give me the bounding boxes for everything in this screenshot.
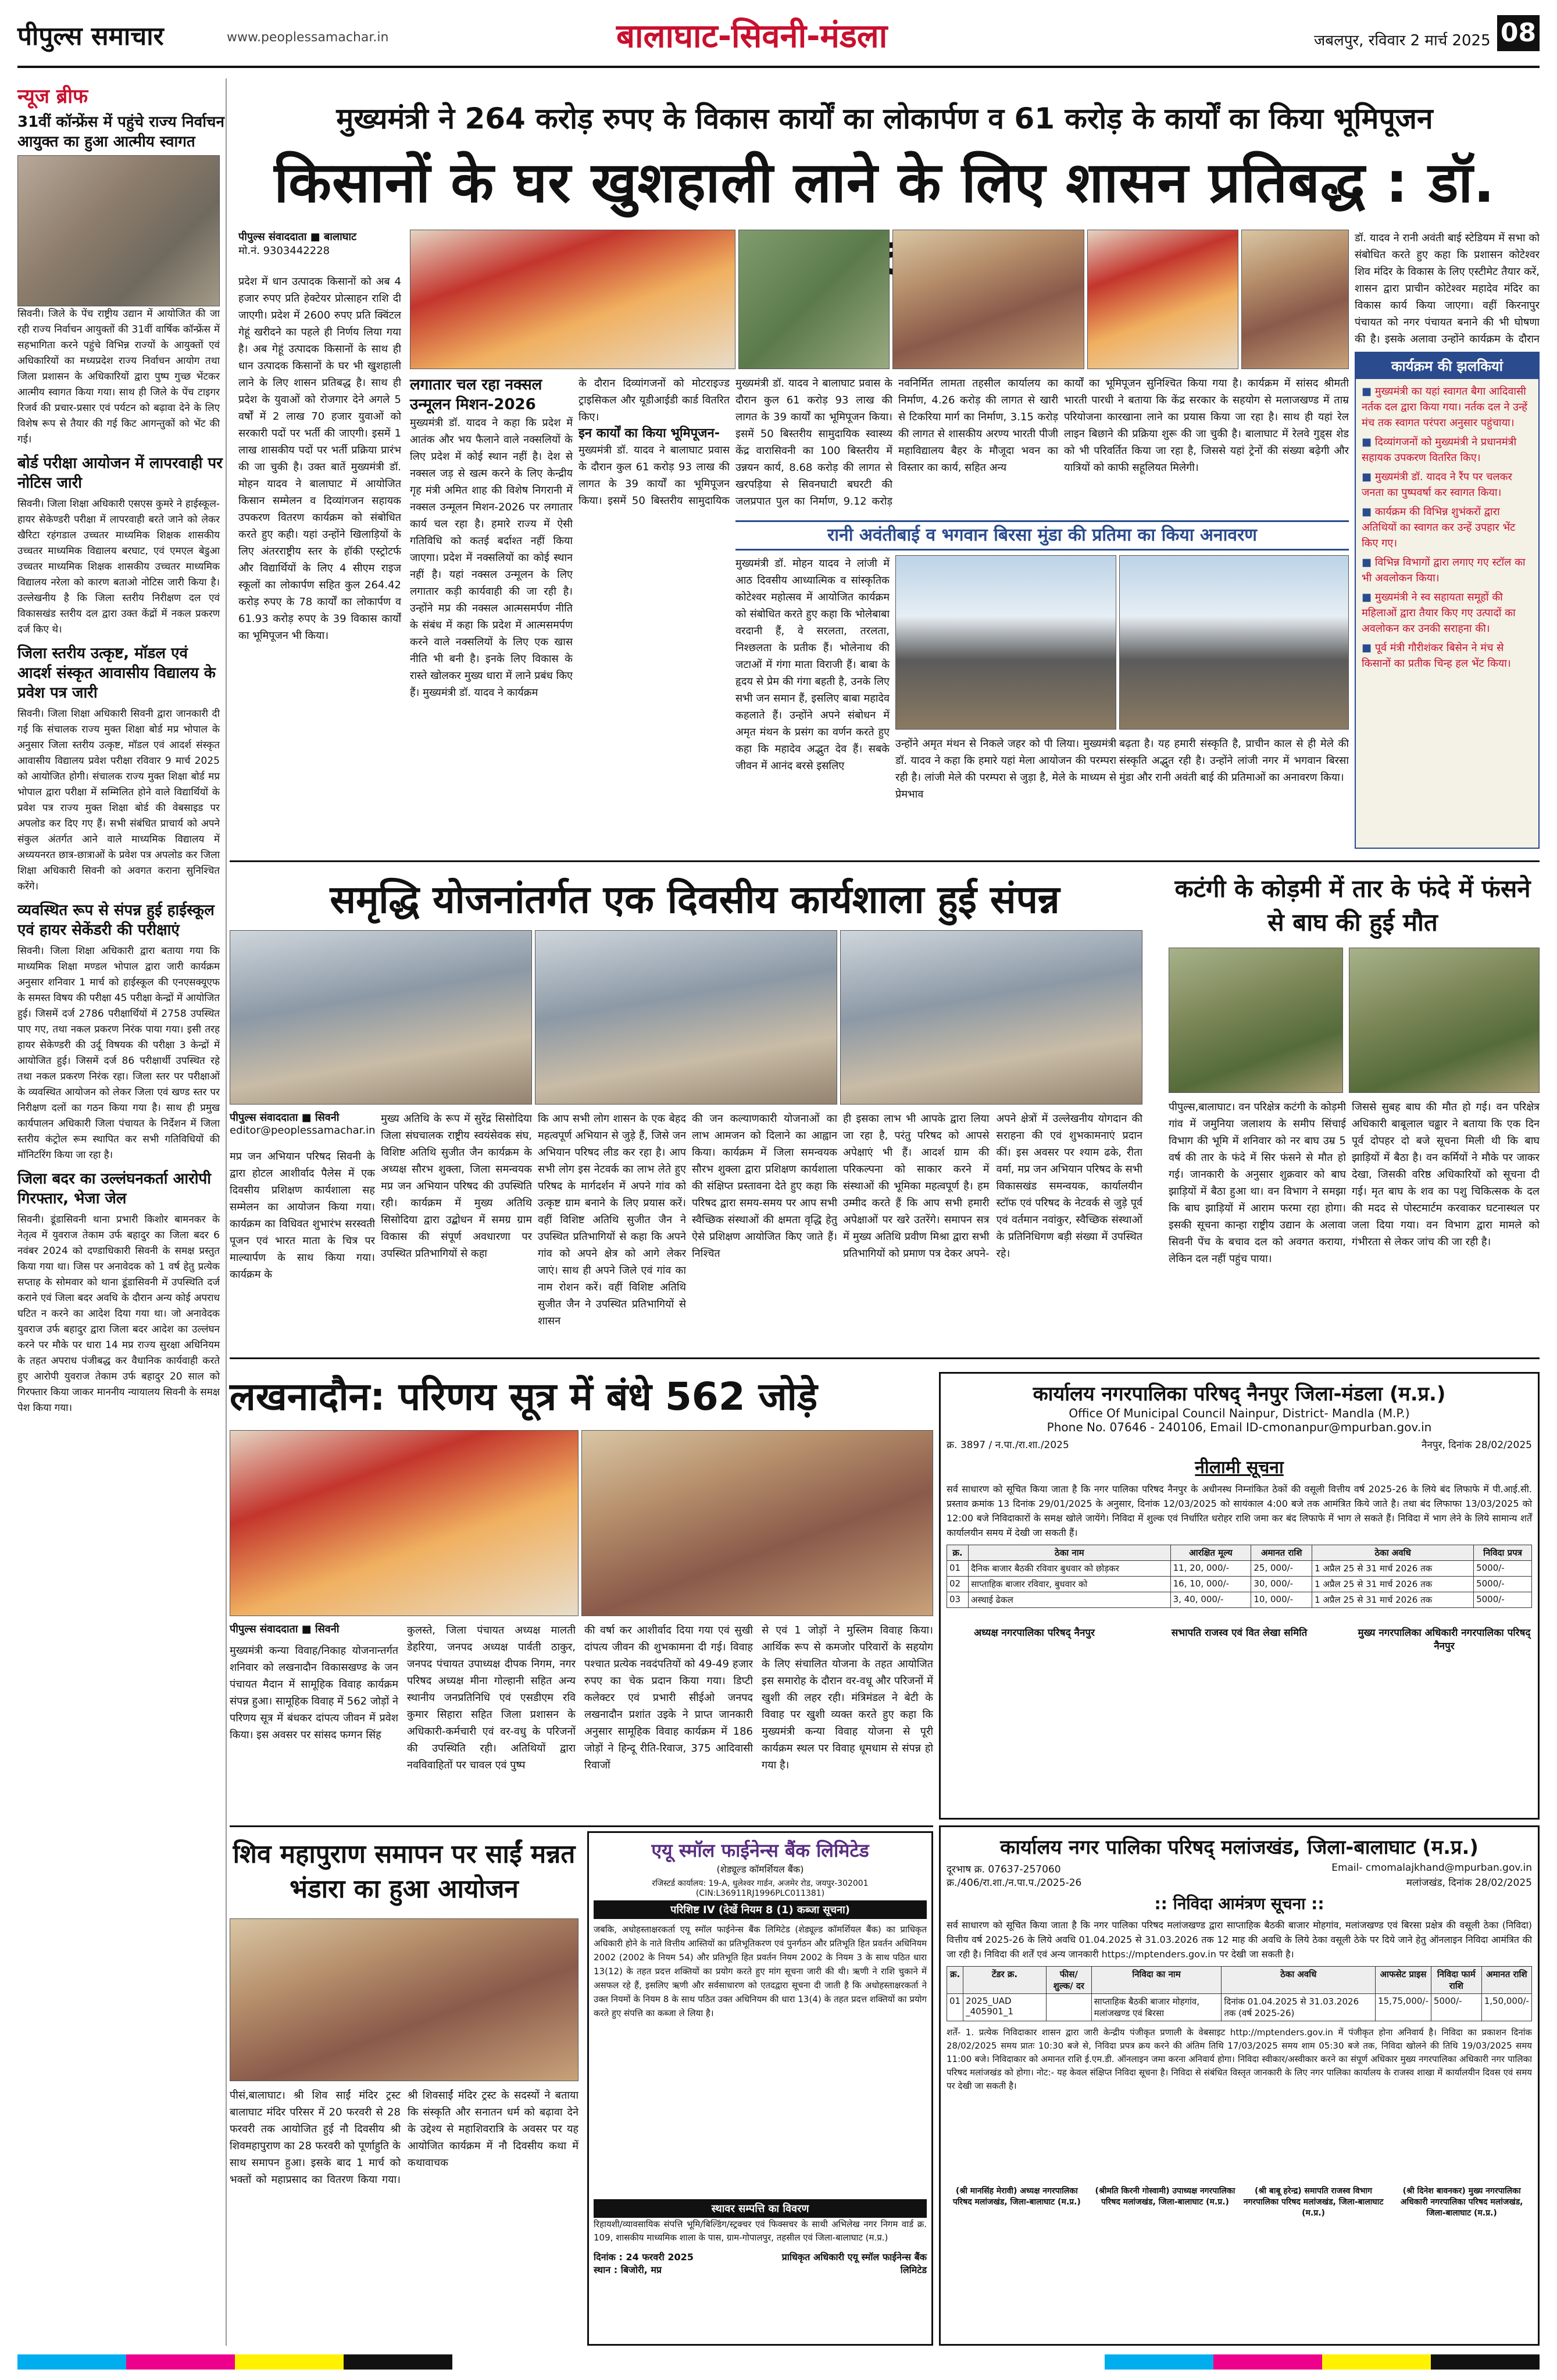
nainpur-th: ठेका अवधि [1312, 1545, 1474, 1561]
brief-body: सिवनी। जिला शिक्षा अधिकारी सिवनी द्वारा जानकारी दी गई कि संचालक राज्य मुक्त शिक्षा बोर्ड मप्र भोपाल के अनुसार जिला स्तरीय उत्कृष्ट, मॉडल एवं आदर्श संस्कृत आवासीय विद्यालय प्रवेश परीक्षा रविवार 9 मार्च 2025 को आयोजित होगी। संचालक राज्य मुक्त शिक्षा बोर्ड मप्र भोपाल द्वारा परीक्षा में सम्मिलित होने वाले विद्यार्थियों के प्रवेश पत्र राज्य मुक्त शिक्षा बोर्ड की वेबसाइड पर अपलोड कर दिए गए हैं। सभी संबंधित प्राचार्य को अपने संकुल अंतर्गत आने वाले माध्यमिक विद्यालय में अध्ययनरत छात्र-छात्राओं के प्रवेश पत्र अपलोड कर जिला शिक्षा अधिकारी सिवनी को अवगत कराना सुनिश्चित करेंगे। [17, 708, 220, 892]
malajkhand-signature: (श्रीमति किरनी गोस्वामी) उपाध्यक्ष नगरपालिका परिषद मलांजखंड, जिला-बालाघाट (म.प्र.) [1095, 2186, 1235, 2207]
newspaper-logo: पीपुल्स समाचार [17, 22, 164, 51]
nainpur-signatures [947, 1625, 1532, 1652]
lead-col-3-subhead: इन कार्यों का किया भूमिपूजन- [578, 426, 720, 441]
statue-headline: रानी अवंतीबाई व भगवान बिरसा मुंडा की प्रतिमा का किया अनावरण [735, 520, 1349, 551]
news-brief-label: न्यूज ब्रीफ [17, 85, 88, 108]
lead-col-2-subhead: लगातार चल रहा नक्सल उन्मूलन मिशन-2026 [410, 376, 542, 413]
lead-headline: किसानों के घर खुशहाली लाने के लिए शासन प्रतिबद्ध : डॉ. [274, 150, 1495, 215]
workshop-headline: समृद्धि योजनांतर्गत एक दिवसीय कार्यशाला हुई संपन्न [330, 877, 1060, 922]
au-bank-notice-head: परिशिष्ट IV (देखें नियम 8 (1) कब्जा सूचना) [594, 1900, 927, 1919]
nainpur-signature: सभापति राजस्व एवं वित लेखा समिति [1171, 1627, 1308, 1639]
wedding-photo-2 [581, 1430, 933, 1616]
table-cell: 03 [947, 1592, 969, 1608]
nainpur-ref: क्र. 3897 / न.पा./रा.शा./2025 [947, 1439, 1069, 1451]
malajkhand-th: ठेका अवधि [1222, 1967, 1376, 1994]
malajkhand-notice-title: :: निविदा आमंत्रण सूचना :: [1154, 1894, 1324, 1913]
malajkhand-signatures [947, 2185, 1532, 2218]
table-cell: 16, 10, 000/- [1170, 1577, 1251, 1592]
au-bank-sign: प्राधिकृत अधिकारी एयू स्मॉल फाईनेन्स बैंक लिमिटेड [781, 2252, 927, 2275]
table-row [947, 1561, 1532, 1577]
table-cell: 10, 000/- [1251, 1592, 1312, 1608]
wedding-photo-1 [230, 1430, 578, 1616]
malajkhand-signature: (श्री दिनेश बावनकर) मुख्य नगरपालिका अधिकारी नगरपालिका परिषद मलांजखंड, जिला-बालाघाट (म.प्र.) [1400, 2186, 1523, 2218]
table-cell: साप्ताहिक बैठकी बाजार मोहगांव, मलांजखण्ड एवं बिरसा [1091, 1994, 1222, 2021]
au-bank-subtitle: (शेड्यूल्ड कॉमर्शियल बैंक) [716, 1864, 804, 1875]
nainpur-th: क्र. [947, 1545, 969, 1561]
workshop-col-1: मप्र जन अभियान परिषद सिवनी के द्वारा होटल आशीर्वाद पैलेस में एक दिवसीय प्रशिक्षण कार्यशाला सह सम्मेलन का आयोजन किया गया। कार्यक्रम का विधिवत शुभारंभ सरस्वती पूजन एवं भारत माता के चित्र पर माल्यार्पण के साथ किया गया। कार्यक्रम के [230, 1150, 375, 1281]
malajkhand-th: निविदा का नाम [1091, 1967, 1222, 1994]
nainpur-th: आरक्षित मूल्य [1170, 1545, 1251, 1561]
nainpur-body: सर्व साधारण को सूचित किया जाता है कि नगर पालिका परिषद नैनपुर के अधीनस्थ निम्नांकित ठेकों की वसूली वित्तीय वर्ष 2025-26 के लिये बंद लिफाफे में पी.आई.सी. प्रस्ताव क्रमांक 13 दिनांक 29/01/2025 के अनुसार, दिनांक 12/03/2025 को सायंकाल 4:00 बजे तक आमंत्रित किये जाते है। तथा बंद लिफाफा 13/03/2025 को 12:00 बजे निविदाकारों के समक्ष खोले जायेंगे। निविदा में शुल्क एवं निर्धारित धरोहर राशि जमा कर बंद लिफाफे में भाग ले सकते हैं। निविदा में भाग लेने के लिये सामान्य शर्तें कार्यालयीन समय में देखी जा सकती हैं। [947, 1484, 1532, 1538]
workshop-col-3: कि आप सभी लोग शासन के एक बेहद महत्वपूर्ण अभियान से जुड़े हैं, जिसे जन अभियान परिषद लीड कर रहा है। आप सभी लोग इस नेटवर्क का लाभ लेते हुए परिषद के मार्गदर्शन में अपने गांव को उत्कृष्ट ग्राम बनाने के लिए प्रयास करें। वहीं विशिष्ट अतिथि सुजीत जैन ने उपस्थित प्रतिभागियों से कहा कि अपने गांव को अपने क्षेत्र को आगे लेकर जाएं। साथ ही अपने जिले एवं गांव का नाम रोशन करें। वहीं विशिष्ट अतिथि सुजीत जैन ने उपस्थित प्रतिभागियों से शासन [538, 1113, 686, 1327]
au-bank-body: जबकि, अधोहस्ताक्षरकर्ता एयू स्मॉल फाईनेन्स बैंक लिमिटेड (शेड्यूल्ड कॉमर्शियल बैंक) का प्राधिकृत अधिकारी होने के नाते वित्तीय आस्तियों का प्रतिभूतिकरण एवं पुनर्गठन और प्रतिभूति हित प्रवर्तन अधिनियम 2002 (2002 के नियम 54) और प्रतिभूति हित प्रवर्तन नियम 2002 के नियम 3 के साथ पठित धारा 13(12) के तहत प्रदत्त शक्तियों का प्रयोग करते हुए मांग सूचना जारी की थी। ऋणी ने राशि चुकाने में असफल रहे हैं, इसलिए ऋणी और सर्वसाधारण को एतदद्वारा सूचना दी जाती है कि अधोहस्ताक्षरकर्ता ने उक्त नियमों के नियम 8 के साथ पठित उक्त अधिनियम की धारा 13(4) के तहत प्रदत्त शक्तियों का प्रयोग करते हुए संपत्ति का कब्जा ले लिया है। [594, 1924, 927, 2018]
malajkhand-th: फीस/ शुल्क/ दर [1046, 1967, 1091, 1994]
website-url[interactable]: www.peoplessamachar.in [227, 30, 389, 45]
table-cell: 25, 000/- [1251, 1561, 1312, 1577]
lead-col-6: कार्यों का भूमिपूजन सुनिश्चित किया गया है। कार्यक्रम में सांसद श्रीमती भारती पारधी ने बताया कि केंद्र सरकार के सहयोग से मलाजखण्ड में ताम्र परियोजना कारखाना लाने का प्रयास किया जा रहा है। साथ ही यहां रेल लाइन बिछाने की प्रक्रिया शुरू की जा चुकी है। बालाघाट में रेलवे गुड्स शेड को भी परिवर्तित किया जा रहा है, जिससे यहां ट्रेनों की संख्या बढ़ेगी और यात्रियों को काफी सहूलियत मिलेगी। [1064, 377, 1349, 474]
lead-photo-2 [738, 230, 890, 369]
lead-photo-4 [1087, 230, 1238, 369]
news-brief-column [17, 78, 227, 2346]
lead-col-3-body: के दौरान दिव्यांगजनों को मोटराइज्ड ट्राइसिकल और यूडीआईडी कार्ड वितरित किए। [578, 377, 730, 423]
highlight-item: ■ मुख्यमंत्री ने स्व सहायता समूहों की महिलाओं द्वारा तैयार किए गए उत्पादों का अवलोकन कर उनकी सराहना की। [1362, 589, 1533, 637]
workshop-col-2: मुख्य अतिथि के रूप में सुरेंद्र सिसोदिया जिला संघचालक राष्ट्रीय स्वयंसेवक संघ, विशिष्ट अतिथि सुजीत जैन कार्यक्रम के अध्यक्ष सौरभ शुक्ला, जिला समन्वयक मप्र जन अभियान परिषद की उपस्थिति रही। कार्यक्रम में मुख्य अतिथि सिसोदिया द्वारा उद्बोधन में समग्र ग्राम विकास की संपूर्ण अवधारणा पर उपस्थित प्रतिभागियों से कहा [381, 1113, 532, 1260]
nainpur-english: Office Of Municipal Council Nainpur, District- Mandla (M.P.) [1069, 1406, 1410, 1420]
brief-title: बोर्ड परीक्षा आयोजन में लापरवाही पर नोटिस जारी [17, 455, 223, 492]
wedding-headline: लखनादौन: परिणय सूत्र में बंधे 562 जोड़े [230, 1374, 817, 1419]
brief-body: सिवनी। जिला शिक्षा अधिकारी एसएस कुमरे ने हाईस्कूल-हायर सेकेण्डरी परीक्षा में लापरवाही बरते जाने को लेकर खैरिटा रहंगडाल उच्चतर माध्यमिक शिक्षक शासकीय उच्चतर माध्यमिक विद्यालय बरघाट, एवं एमएल बेडुआ उच्चतर माध्यमिक शिक्षक शासकीय उच्चतर माध्यमिक विद्यालय नरेला को कारण बताओ नोटिस जारी किया है। उल्लेखनीय है कि जिला स्तरीय निरीक्षण दल एवं विकासखंड स्तरीय दल द्वारा उक्त केंद्रों में नकल प्रकरण दर्ज किए थे। [17, 498, 220, 635]
tiger-photo-1 [1169, 948, 1343, 1093]
table-cell: दिनांक 01.04.2025 से 31.03.2026 तक (वर्ष 2025-26) [1222, 1994, 1376, 2021]
highlight-item: ■ मुख्यमंत्री डॉ. यादव ने रैंप पर चलकर जनता का पुष्पवर्षा कर स्वागत किया। [1362, 469, 1533, 501]
statue-col-2: उन्होंने अमृत मंथन से निकले जहर को पी लिया। मुख्यमंत्री डॉ. यादव ने कहा कि हमारे यहां मेला आयोजन की परम्परा रही है। लांजी मेले की परम्परा से जुड़ा है, मेले के माध्यम से प्रेमभाव [895, 738, 1116, 801]
lead-col-right-body: डॉ. यादव ने रानी अवंती बाई स्टेडियम में सभा को संबोधित करते हुए कहा कि प्रशासन कोटेश्वर शिव मंदिर के विकास के लिए एस्टीमेट तैयार करें, शासन द्वारा प्राचीन कोटेश्वर महादेव मंदिर का विकास कार्य किया जाएगा। वहीं किरनापुर पंचायत को नगर पंचायत बनाने की भी घोषणा की है। इसके अलावा उन्होंने कार्यक्रम के दौरान [1355, 232, 1540, 345]
workshop-col-5: ही इसका लाभ भी आपके द्वारा लिया जा रहा है, परंतु परिषद को आपसे अपेक्षाएं भी हैं। आदर्श ग्राम की परिकल्पना को साकार करने में संस्थाओं की भूमिका महत्वपूर्ण है। हम उम्मीद करते हैं कि आप सभी हमारी अपेक्षाओं पर खरे उतरेंगे। समापन सत्र में मुख्य अतिथि प्रवीण मिश्रा द्वारा सभी प्रतिभागियों को प्रमाण पत्र देकर अपने-अपने क्षेत्रों में उल्लेखनीय योगदान की सराहना की एवं शुभकामनाएं प्रदान कीं। इस अवसर पर श्याम ढके, रीता वर्मा, मप्र जन अभियान परिषद के सभी विकासखंड समन्वयक, कार्यालयीन स्टॉफ एवं परिषद के नेटवर्क से जुड़े पूर्व एवं वर्तमान नवांकुर, स्वैच्छिक संस्थाओं के प्रतिनिधिगण बड़ी संख्या में उपस्थित रहे। [843, 1113, 1142, 1260]
highlights-title: कार्यक्रम की झलकियां [1356, 353, 1538, 379]
table-cell: 01 [947, 1994, 963, 2021]
au-bank-address: रजिस्टर्ड कार्यालय: 19-A, धुलेश्वर गार्डन, अजमेर रोड, जयपुर-302001 (CIN:L36911RJ1996PLC011381) [652, 1879, 869, 1898]
au-bank-date: दिनांक : 24 फरवरी 2025 [594, 2252, 694, 2263]
table-cell [1046, 1994, 1091, 2021]
nainpur-th: ठेका नाम [969, 1545, 1171, 1561]
table-cell: 15,75,000/- [1376, 1994, 1431, 2021]
table-cell: 11, 20, 000/- [1170, 1561, 1251, 1577]
malajkhand-date: मलांजखंड, दिनांक 28/02/2025 [1406, 1877, 1532, 1889]
malajkhand-ref: क्र./406/रा.शा./न.पा.प./2025-26 [947, 1877, 1082, 1889]
table-row [947, 1577, 1532, 1592]
malajkhand-phone: दूरभाष क्र. 07637-257060 [947, 1864, 1061, 1875]
brief-title: 31वीं कॉन्फ्रेंस में पहुंचे राज्य निर्वाचन आयुक्त का हुआ आत्मीय स्वागत [17, 113, 224, 151]
table-cell: 01 [947, 1561, 969, 1577]
table-cell: 2025_UAD _405901_1 [963, 1994, 1047, 2021]
lead-photo-3 [892, 230, 1084, 369]
section-divider [230, 1357, 1540, 1359]
table-cell: 1,50,000/- [1481, 1994, 1531, 2021]
brief-photo-conference [17, 155, 220, 306]
statue-photo-1 [895, 555, 1116, 730]
au-bank-notice [587, 1831, 933, 2346]
malajkhand-th: अमानत राशि [1481, 1967, 1531, 1994]
lead-kicker: मुख्यमंत्री ने 264 करोड़ रुपए के विकास कार्यों का लोकार्पण व 61 करोड़ के कार्यों का किया भूमिपूजन [336, 102, 1433, 135]
nainpur-signature: मुख्य नगरपालिका अधिकारी नगरपालिका परिषद् नैनपुर [1358, 1627, 1531, 1652]
table-cell: 1 अप्रैल 25 से 31 मार्च 2026 तक [1312, 1592, 1474, 1608]
wedding-col-4: से एवं 1 जोड़ों ने मुस्लिम विवाह किया। आर्थिक रूप से कमजोर परिवारों के सहयोग के लिए संचालित योजना के तहत आयोजित इस समारोह के दौरान वर-वधू और परिजनों में खुशी की लहर रही। मंत्रिमंडल ने बेटी के विवाह पर खुशी व्यक्त करते हुए कहा कि मुख्यमंत्री कन्या विवाह योजना से पूरी कार्यक्रम स्थल पर विवाह धूमधाम से संपन्न हो गया है। [762, 1624, 933, 1771]
malajkhand-ref-row [947, 1875, 1532, 1889]
workshop-col-4: की जन कल्याणकारी योजनाओं का लाभ आमजन को दिलाने का आह्वान किया। कार्यक्रम में जिला समन्वयक सौरभ शुक्ला द्वारा प्रशिक्षण कार्यशाला की संक्षिप्त प्रस्तावना देते हुए कहा कि परिषद द्वारा समय-समय पर आप सभी स्वैच्छिक संस्थाओं की क्षमता वृद्धि हेतु ऐसे प्रशिक्षण आयोजित किए जाते हैं। निश्चित [692, 1113, 837, 1260]
statue-col-3: बढ़ता है। यह हमारी संस्कृति है, प्राचीन काल से ही मेले की संस्कृति अद्भुत रही है। उन्होंने लांजी नगर में भगवान बिरसा मुंडा और रानी अवंती बाई की प्रतिमाओं का अनावरण किया। [1119, 738, 1349, 784]
nainpur-th: अमानत राशि [1251, 1545, 1312, 1561]
section-divider [230, 860, 1540, 862]
nainpur-ref-row [947, 1438, 1532, 1451]
table-cell: 5000/- [1474, 1561, 1532, 1577]
table-cell: 02 [947, 1577, 969, 1592]
lead-col-5: नवनिर्मित लामता तहसील कार्यालय का निर्माण, 4.26 करोड़ की लागत से खारी से टिकरिया मार्ग का निर्माण, 3.15 करोड़ की लागत से शासकीय अरण्य भारती पीजी महाविद्यालय बैहर के मौजूदा भवन का विस्तार का कार्य, सहित अन्य [898, 377, 1058, 474]
nainpur-th: निविदा प्रपत्र [1474, 1545, 1532, 1561]
table-cell: 30, 000/- [1251, 1577, 1312, 1592]
wedding-byline: पीपुल्स संवाददाता ■ सिवनी [230, 1623, 340, 1635]
brief-title: जिला स्तरीय उत्कृष्ट, मॉडल एवं आदर्श संस्कृत आवासीय विद्यालय के प्रवेश पत्र जारी [17, 645, 216, 702]
tiger-photo-2 [1349, 948, 1540, 1093]
nainpur-table [947, 1545, 1532, 1608]
workshop-byline: पीपुल्स संवाददाता ■ सिवनी [230, 1112, 340, 1124]
table-cell: 5000/- [1474, 1577, 1532, 1592]
wedding-col-2: कुलस्ते, जिला पंचायत अध्यक्ष मालती डेहरिया, जनपद अध्यक्ष पार्वती ठाकुर, जनपद पंचायत उपाध्यक्ष दीपक निगम, नगर परिषद अध्यक्ष मीना गोल्हानी सहित अन्य स्थानीय जनप्रतिनिधि एवं एसडीएम रवि कुमार सिहारा सहित जिला प्रशासन के अधिकारी-कर्मचारी एवं वर-वधु के परिजनों की उपस्थिति रही। अतिथियों द्वारा नवविवाहितों पर चावल एवं पुष्प [407, 1624, 576, 1771]
malajkhand-terms: शर्तें- 1. प्रत्येक निविदाकार शासन द्वारा जारी केन्द्रीय पंजीकृत प्रणाली के वेबसाइट http://mptenders.gov.in में पंजीकृत होना अनिवार्य है। निविदा का प्रकाशन दिनांक 28/02/2025 समय प्रातः 10:30 बजे से, निविदा प्रपत्र क्रय करने की अंतिम तिथि 17/03/2025 समय शाम 05:30 बजे तक, निविदा खोलने की तिथि 19/03/2025 समय 11:00 बजे। निविदाकार को अमानत राशि ई.एम.डी. ऑनलाइन जमा करना अनिवार्य होगा। निविदा स्वीकार/अस्वीकार करने का संपूर्ण अधिकार मुख्य नगरपालिका अधिकारी नगर पालिका परिषद मलांजखंड को होगा। नोट:- यह केवल संक्षिप्त निविदा सूचना है। निविदा से संबंधित विस्तृत जानकारी के लिए नगर पालिका कार्यालय के राजस्व शाखा में कार्यालयीन दिवस एवं समय पर देखी जा सकती है। [947, 2027, 1532, 2091]
nainpur-auction-notice [939, 1372, 1540, 1820]
malajkhand-th: क्र. [947, 1967, 963, 1994]
highlight-item: ■ मुख्यमंत्री का यहां स्वागत बैगा आदिवासी नर्तक दल द्वारा किया गया। नर्तक दल ने उन्हें मंच तक स्वागत परंपरा अनुसार पहुंचाया। [1362, 384, 1533, 431]
section-divider [230, 1825, 933, 1827]
nainpur-signature: अध्यक्ष नगरपालिका परिषद् नैनपुर [974, 1627, 1095, 1639]
lead-col-right [1355, 230, 1540, 346]
lead-col-2 [410, 375, 573, 856]
lead-photo-main [410, 230, 735, 369]
lead-byline-box [238, 230, 401, 258]
malajkhand-th: आफसेट प्राइस [1376, 1967, 1431, 1994]
malajkhand-signature: (श्री बाबू हरेन्द्र) समापति राजस्व विभाग नगरपालिका परिषद मलांजखंड, जिला-बालाघाट (म.प्र.) [1243, 2186, 1384, 2218]
tiger-col-2: जिससे सुबह बाघ की मौत हो गई। वन परिक्षेत्र अधिकारी बाबूलाल चढ्ढार ने बताया कि एक दिन पूर्व दोपहर दो बजे सूचना मिली थी कि बाघ झाड़ियों में बैठा है। वन कर्मियों ने मौके पर जाकर देखा, जिसकी वरिष्ठ अधिकारियों को सूचना दी गई। मृत बाघ के शव का पशु चिकित्सक के दल की मदद से पोस्टमार्टम करवाकर घटनास्थल पर जला दिया गया। वन विभाग द्वारा मामले को गंभीरता से लेकर जांच की जा रही है। [1352, 1101, 1540, 1248]
shiv-photo [230, 1918, 578, 2081]
malajkhand-signature: (श्री मानसिंह मेरावी) अध्यक्ष नगरपालिका परिषद मलांजखंड, जिला-बालाघाट (म.प्र.) [952, 2186, 1081, 2207]
lead-col-2-body: मुख्यमंत्री डॉ. यादव ने कहा कि प्रदेश में आतंक और भय फैलाने वाले नक्सलियों के लिए प्रदेश में कोई स्थान नहीं है। देश से नक्सल जड़ से खत्म करने के लिए केन्द्रीय गृह मंत्री अमित शाह की विशेष निगरानी में नक्सल उन्मूलन मिशन-2026 पर लगातार कार्य चल रहा है। हमारे राज्य में ऐसी गतिविधि को कतई बर्दाश्त नहीं किया जाएगा। प्रदेश में नक्सलियों का कोई स्थान नहीं है। यहां नक्सल उन्मूलन के लिए लगातार कड़ी कार्यवाही की जा रही है। उन्होंने मप्र की नक्सल आत्मसमर्पण नीति के संबंध में कहा कि प्रदेश में आत्मसमर्पण करने वाले नक्सलियों के लिए एक खास नीति भी बनी है। इनके लिए विकास के रास्ते खोलकर मुख्य धारा में लाने प्रबंध किए हैं। मुख्यमंत्री डॉ. यादव ने कार्यक्रम [410, 417, 573, 699]
malajkhand-email[interactable]: Email- cmomalajkhand@mpurban.gov.in [1331, 1862, 1532, 1874]
brief-title: जिला बदर का उल्लंघनकर्ता आरोपी गिरफ्तार, भेजा जेल [17, 1170, 211, 1207]
edition-title: बालाघाट-सिवनी-मंडला [616, 17, 888, 55]
highlight-item: ■ पूर्व मंत्री गौरीशंकर बिसेन ने मंच से किसानों का प्रतीक चिन्ह हल भेंट किया। [1362, 640, 1533, 671]
workshop-email[interactable]: editor@peoplessamachar.in [230, 1124, 376, 1137]
workshop-photo-3 [840, 930, 1142, 1105]
lead-col-3-body-b: मुख्यमंत्री डॉ. यादव ने बालाघाट प्रवास के दौरान कुल 61 करोड़ 93 लाख की लागत के 39 कार्यों का भूमिपूजन किया। इसमें 50 बिस्तरीय सामुदायिक [578, 444, 730, 507]
malajkhand-th: टेंडर क्र. [963, 1967, 1047, 1994]
malajkhand-contact-row [947, 1862, 1532, 1875]
masthead [17, 7, 1540, 68]
table-cell: 3, 40, 000/- [1170, 1592, 1251, 1608]
nainpur-title: कार्यालय नगरपालिका परिषद् नैनपुर जिला-मंडला (म.प्र.) [1033, 1382, 1446, 1406]
tiger-col-1: पीपुल्स,बालाघाट। वन परिक्षेत्र कटंगी के कोड़मी गांव में जमुनिया जलाशय के समीप सिंचाई विभाग की भूमि में शनिवार को नर बाघ उम्र 5 वर्ष की तार के फंदे में सिर फंसने से मौत हो गई। जानकारी के अनुसार शुक्रवार को बाघ झाड़ियों में बैठा हुआ था। वन विभाग ने समझा कि बाघ झाड़ियों में आराम फरमा रहा होगा। इसकी सूचना कान्हा राष्ट्रीय उद्यान के अलावा सिवनी पेंच के बचाव दल को अवगत कराया, लेकिन दल नहीं पहुंच पाया। [1169, 1101, 1346, 1265]
table-row [947, 1592, 1532, 1608]
lead-byline: पीपुल्स संवाददाता ■ बालाघाट [238, 231, 357, 243]
nainpur-phone: Phone No. 07646 - 240106, Email ID-cmonanpur@mpurban.gov.in [1047, 1420, 1432, 1434]
lead-col-3 [578, 375, 730, 512]
malajkhand-tender-notice [939, 1825, 1540, 2346]
table-cell: साप्ताहिक बाजार रविवार, बुधवार को [969, 1577, 1171, 1592]
malajkhand-th: निविदा फार्म राशि [1431, 1967, 1481, 1994]
color-registration-bar [17, 2354, 1540, 2370]
au-bank-title: एयू स्मॉल फाईनेन्स बैंक लिमिटेड [651, 1839, 869, 1861]
wedding-col-3: की वर्षा कर आशीर्वाद दिया गया एवं सुखी दांपत्य जीवन की शुभकामना दी गई। विवाह पश्चात प्रत्येक नवदंपतियों को 49-49 हजार रुपए का चेक प्रदान किया गया। डिप्टी कलेक्टर एवं प्रभारी सीईओ जनपद लखनादौन प्रशांत उइके ने प्राप्त जानकारी अनुसार सामूहिक विवाह कार्यक्रम में 186 जोड़ों ने हिन्दू रीति-रिवाज, 375 आदिवासी रिवाजों [584, 1624, 753, 1771]
lead-col-1: प्रदेश में धान उत्पादक किसानों को अब 4 हजार रुपए प्रति हेक्टेयर प्रोत्साहन राशि दी जाएगी। प्रदेश में 2600 रुपए प्रति क्विंटल गेहूं खरीदने का पहले ही निर्णय लिया गया है। अब गेहूं उत्पादक किसानों के साथ ही धान उत्पादक किसानों के घर भी खुशहाली लाने के लिए शासन प्रतिबद्ध है। साथ ही प्रदेश के युवाओं को रोजगार देने अगले 5 वर्षों में 2 लाख 70 हजार युवाओं को सरकारी पदों पर भर्ती की जाएगी। इसमें 1 लाख शासकीय पदों पर भर्ती प्रक्रिया प्रारंभ की जा चुकी है। उक्त बातें मुख्यमंत्री डॉ. मोहन यादव ने बालाघाट में आयोजित किसान सम्मेलन व दिव्यांगजन सहायक उपकरण वितरण कार्यक्रम को संबोधित करते हुए कही। यहां उन्होंने खिलाड़ियों के लिए अंतरराष्ट्रीय स्तर के हॉकी एस्ट्रोटर्फ और विद्यार्थियों के लिए 4 सीएम राइज स्कूलों का लोकार्पण सहित कुल 264.42 करोड़ रुपए के 78 कार्यों का लोकार्पण व 61.93 करोड़ रुपए के 39 विकास कार्यों का भूमिपूजन भी किया। [238, 276, 401, 642]
highlight-item: ■ दिव्यांगजनों को मुख्यमंत्री ने प्रधानमंत्री सहायक उपकरण वितरित किए। [1362, 434, 1533, 466]
highlight-item: ■ विभिन्न विभागों द्वारा लगाए गए स्टॉल का भी अवलोकन किया। [1362, 555, 1533, 586]
au-bank-property: रिहायशी/व्यावसायिक संपत्ति भूमि/बिल्डिंग/स्ट्रक्चर एवं फिक्सचर के साथी अभिलेख नगर निगम वार्ड क्र. 109, शासकीय माध्यमिक शाला के पास, ग्राम-गोपालपुर, तहसील एवं जिला-बालाघाट (म.प्र.) [594, 2219, 927, 2243]
nainpur-date: नैनपुर, दिनांक 28/02/2025 [1422, 1439, 1532, 1451]
table-cell: अस्थाई ढेकल [969, 1592, 1171, 1608]
statue-col-1: मुख्यमंत्री डॉ. मोहन यादव ने लांजी में आठ दिवसीय आध्यात्मिक व सांस्कृतिक कोटेश्वर महोत्सव में आयोजित कार्यक्रम को संबोधित करते हुए कहा कि भोलेबाबा वरदानी हैं, वे सरलता, तरलता, निश्छलता के प्रतीक हैं। भोलेनाथ की जटाओं में गंगा माता विराजी हैं। बाबा के हृदय से प्रेम की गंगा बहती है, उनके लिए सभी जन समान हैं, इसलिए बाबा महादेव कहलाते हैं। उन्होंने अपने संबोधन में अमृत मंथन के प्रसंग का वर्णन करते हुए कहा कि महादेव अद्भुत देव हैं। सबके जीवन में आनंद बरसे इसलिए [735, 558, 890, 772]
tiger-headline: कटंगी के कोड़मी में तार के फंदे में फंसने से बाघ की हुई मौत [1174, 874, 1531, 937]
nainpur-notice-title: नीलामी सूचना [1195, 1457, 1284, 1478]
malajkhand-title: कार्यालय नगर पालिका परिषद् मलांजखंड, जिला-बालाघाट (म.प्र.) [1000, 1836, 1479, 1859]
table-cell: 1 अप्रैल 25 से 31 मार्च 2026 तक [1312, 1577, 1474, 1592]
malajkhand-body: सर्व साधारण को सूचित किया जाता है कि नगर पालिका परिषद मलांजखण्ड द्वारा साप्ताहिक बैठकी बाजार मोहगांव, मलांजखण्ड एवं बिरसा प्रक्षेत्र की वसूली ठेका (निविदा) वित्तीय वर्ष 2025-26 के लिये अवधि 01.04.2025 से 31.03.2026 तक 12 माह की अवधि के लिये ठेका वसूली ठेके पर दिये जाने हेतु ऑनलाइन निविदा आमंत्रित की जा रही है। निविदा की शर्तें एवं अन्य जानकारी https://mptenders.gov.in पर देखी जा सकती है। [947, 1920, 1532, 1960]
table-cell: दैनिक बाजार बैठकी रविवार बुधवार को छोड़कर [969, 1561, 1171, 1577]
wedding-col-1: मुख्यमंत्री कन्या विवाह/निकाह योजनान्तर्गत शनिवार को लखनादौन विकासखण्ड के जन पंचायत मैदान में सामूहिक विवाह कार्यक्रम संपन्न हुआ। सामूहिक विवाह में 562 जोड़ों ने परिणय सूत्र में बंधकर दांपत्य जीवन में प्रवेश किया। इस अवसर पर सांसद फग्गन सिंह [230, 1645, 398, 1741]
brief-title: व्यवस्थित रूप से संपन्न हुई हाईस्कूल एवं हायर सेकेंडरी की परीक्षाएं [17, 902, 215, 939]
dateline: जबलपुर, रविवार 2 मार्च 2025 [1314, 32, 1491, 49]
shiv-headline: शिव महापुराण समापन पर साईं मन्नत भंडारा का हुआ आयोजन [233, 1839, 576, 1904]
highlight-item: ■ कार्यक्रम की विभिन्न शुभंकरों द्वारा अतिथियों का स्वागत कर उन्हें उपहार भेंट किए गए। [1362, 504, 1533, 551]
program-highlights-box [1355, 352, 1540, 849]
au-bank-property-head: स्थावर सम्पत्ति का विवरण [594, 2199, 927, 2218]
au-bank-footer [594, 2250, 927, 2276]
table-cell: 1 अप्रैल 25 से 31 मार्च 2026 तक [1312, 1561, 1474, 1577]
lead-photo-5 [1241, 230, 1349, 369]
brief-body: सिवनी। जिले के पेंच राष्ट्रीय उद्यान में आयोजित की जा रही राज्य निर्वाचन आयुक्तों की 31वीं वार्षिक कॉन्फ्रेंस में सहभागिता करने पहुंचे विभिन्न राज्यों के आयुक्तों एवं अधिकारियों का मध्यप्रदेश राज्य निर्वाचन आयोग तथा जिला प्रशासन के अधिकारियों द्वारा पुष्प गुच्छ भेंटकर आत्मीय स्वागत किया गया। साथ ही जिले के पेंच टाइगर रिजर्व की प्रचार-प्रसार एवं पर्यटन को बढ़ावा देने के लिए विशेष रूप से तैयार की गई किट आगन्तुकों को भेंट की गई। [17, 308, 220, 445]
workshop-photo-2 [535, 930, 837, 1105]
workshop-photo-1 [230, 930, 532, 1105]
shiv-col-1: पीसं,बालाघाट। श्री शिव साईं मंदिर ट्रस्ट बालाघाट मंदिर परिसर में 20 फरवरी से 28 फरवरी तक आयोजित हुई नौ दिवसीय श्री शिवमहापुराण का 28 फरवरी को पूर्णाहुति के साथ समापन हुआ। इसके बाद 1 मार्च को भक्तों को महाप्रसाद का वितरण किया गया। श्री शिवसाईं मंदिर ट्रस्ट के सदस्यों ने बताया कि संस्कृति और सनातन धर्म को बढ़ावा देने के उद्देश्य से महाशिवरात्रि के अवसर पर यह आयोजित कार्यक्रम में नौ दिवसीय कथा में कथावाचक [230, 2089, 578, 2186]
malajkhand-table [947, 1966, 1532, 2021]
table-row [947, 1994, 1532, 2021]
statue-photo-2 [1119, 555, 1349, 730]
table-cell: 5000/- [1474, 1592, 1532, 1608]
au-bank-place: स्थान : बिजोरी, मप्र [594, 2264, 662, 2275]
brief-body: सिवनी। डूंडासिवनी थाना प्रभारी किशोर बामनकर के नेतृत्व में युवराज तेकाम उर्फ बहादुर का जिला बदर 6 नवंबर 2024 को दण्डाधिकारी सिवनी के समक्ष प्रस्तुत किया गया था। जिस पर अनावेदक को 1 वर्ष हेतु प्रत्येक सप्ताह के सोमवार को थाना डूंडासिवनी में उपस्थिति दर्ज कराने एवं जिला बदर अवधि के दौरान अन्य कोई अपराध घटित न करने का आदेश दिया गया था। जो अनावेदक युवराज उर्फ बहादुर द्वारा जिला बदर आदेश का उल्लंघन करने पर मौके पर धारा 14 मप्र राज्य सुरक्षा अधिनियम के तहत अपराध पंजीबद्ध कर वैधानिक कार्यवाही करते हुए आरोपी युवराज तेकाम उर्फ बहादुर 20 साल को गिरफ्तार किया जाकर माननीय न्यायालय सिवनी के समक्ष पेश किया गया। [17, 1214, 220, 1414]
brief-body: सिवनी। जिला शिक्षा अधिकारी द्वारा बताया गया कि माध्यमिक शिक्षा मण्डल भोपाल द्वारा जारी कार्यक्रम अनुसार शनिवार 1 मार्च को हाईस्कूल की एनएसक्यूएफ के समस्त विषय की परीक्षा 45 परीक्षा केन्द्रों में आयोजित हुई। जिसमें दर्ज 2786 परीक्षार्थियों में 2758 उपस्थित पाए गए, तथा नकल प्रकरण निरंक पाया गया। इसी तरह हायर सेकेण्डरी की उर्दू विषयक की परीक्षा 3 केन्द्रों में आयोजित हुई। जिसमें दर्ज 86 परीक्षार्थी उपस्थित रहे तथा नकल प्रकरण निरंक रहा। जिला स्तर पर परीक्षाओं के व्यवस्थित आयोजन को लेकर जिला एवं खण्ड स्तर पर निरीक्षण दलों का गठन किया गया है। साथ ही प्रमुख कार्यपालन अधिकारी जिला पंचायत के निर्देशन में जिला स्तरीय कंट्रोल रूम स्थापित कर सभी गतिविधियों की मॉनिटरिंग किया जा रहा है। [17, 945, 220, 1161]
lead-col-4: मुख्यमंत्री डॉ. यादव ने बालाघाट प्रवास के दौरान कुल 61 करोड़ 93 लाख की लागत के 39 कार्यों का भूमिपूजन किया। इसमें 50 बिस्तरीय सामुदायिक स्वास्थ्य केंद्र वारासिवनी का 100 बिस्तरीय में उन्नयन कार्य, 8.68 करोड़ की लागत से खरपड़िया से सिवनघाटी बघरटी की जलप्रपात पुल का निर्माण, 9.12 करोड़ [735, 377, 892, 508]
page-number: 08 [1497, 15, 1540, 51]
highlights-list [1356, 379, 1538, 680]
lead-mobile: मो.नं. 9303442228 [238, 245, 330, 257]
table-cell: 5000/- [1431, 1994, 1481, 2021]
